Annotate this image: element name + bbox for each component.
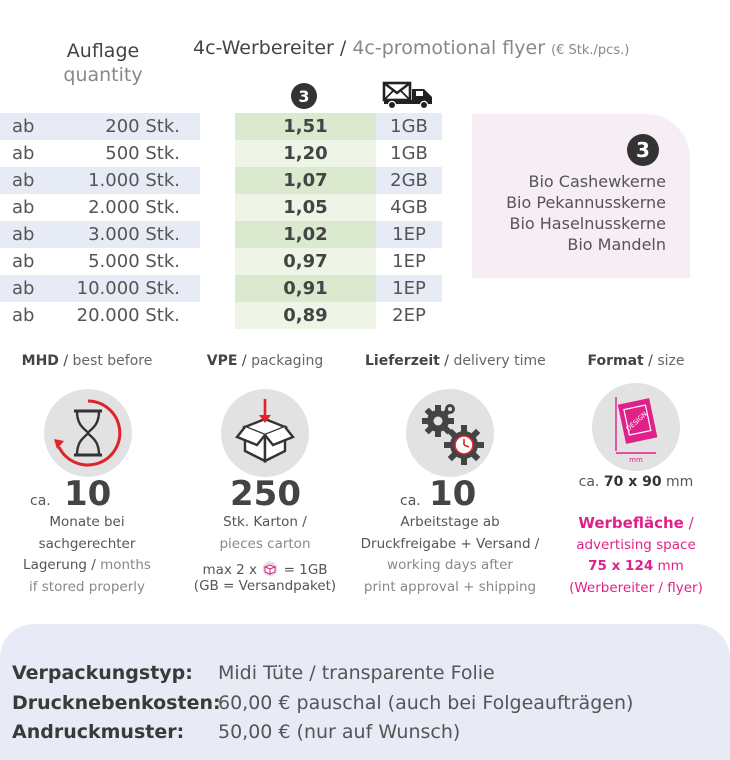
vpe-description xyxy=(180,512,350,555)
vpe-max-note xyxy=(180,561,350,594)
vpe-line-1: Stk. Karton / xyxy=(223,514,307,530)
detail-value: Midi Tüte / transparente Folie xyxy=(218,662,495,684)
quantity-header xyxy=(58,40,148,86)
product-title xyxy=(193,37,629,59)
package-cell: 1GB xyxy=(390,143,428,164)
package-cell: 2EP xyxy=(392,305,426,326)
quantity-value: 20.000 Stk. xyxy=(76,305,180,326)
delivery-line-4: print approval + shipping xyxy=(363,578,537,595)
delivery-line-2: Druckfreigabe + Versand / xyxy=(360,535,540,552)
price-cell: 1,07 xyxy=(235,167,376,194)
price-unit: (€ Stk./pcs.) xyxy=(551,43,630,58)
variety-item: Bio Haselnusskerne xyxy=(509,214,666,233)
detail-label: Andruckmuster: xyxy=(12,721,185,743)
vpe-max-post: = 1GB xyxy=(283,562,328,578)
format-size-value: 70 x 90 xyxy=(603,474,662,490)
delivery-line-1: Arbeitstage ab xyxy=(400,514,500,530)
mhd-title: MHD / best before xyxy=(21,353,153,369)
mhd-line-4: if stored properly xyxy=(28,578,146,595)
format-icon-label: DESIGN xyxy=(624,410,649,433)
format-size-unit: mm xyxy=(666,474,694,490)
mhd-line-3-de: Lagerung xyxy=(23,557,87,573)
price-column xyxy=(235,113,376,329)
price-cell: 1,02 xyxy=(235,221,376,248)
quantity-value: 10.000 Stk. xyxy=(76,278,180,299)
advertising-space-unit: mm xyxy=(657,558,684,574)
delivery-value: 10 xyxy=(429,474,477,514)
variety-box xyxy=(472,114,690,278)
advertising-space-en: advertising space xyxy=(576,536,696,553)
package-cell: 1GB xyxy=(376,113,442,140)
detail-row xyxy=(12,662,495,684)
detail-row xyxy=(12,721,460,743)
variety-item: Bio Cashewkerne xyxy=(528,172,666,191)
quantity-value: 2.000 Stk. xyxy=(88,197,180,218)
quantity-header-en: quantity xyxy=(63,64,143,86)
quantity-row xyxy=(0,275,200,302)
quantity-value: 5.000 Stk. xyxy=(88,251,180,272)
package-cell: 1EP xyxy=(392,251,426,272)
ab-label: ab xyxy=(12,116,35,137)
price-cell: 0,97 xyxy=(235,248,376,275)
box-icon xyxy=(221,389,309,477)
detail-value: 50,00 € (nur auf Wunsch) xyxy=(218,721,461,743)
vpe-max-line xyxy=(180,561,350,578)
mhd-description xyxy=(2,512,172,598)
advertising-space-de: Werbefläche xyxy=(578,514,684,532)
quantity-table xyxy=(0,113,200,329)
vpe-max-pre: max 2 x xyxy=(202,562,258,578)
delivery-title-de: Lieferzeit xyxy=(365,353,440,369)
quantity-value: 500 Stk. xyxy=(105,143,180,164)
quantity-row xyxy=(0,221,200,248)
hourglass-icon xyxy=(44,389,132,477)
format-icon xyxy=(592,383,680,471)
mhd-line-2: sachgerechter xyxy=(38,535,136,552)
title-separator: / xyxy=(333,37,353,59)
quantity-row xyxy=(0,248,200,275)
format-icon-unit: mm xyxy=(629,456,643,464)
ab-label: ab xyxy=(12,143,35,164)
variety-badge: 3 xyxy=(627,134,659,166)
detail-label: Verpackungstyp: xyxy=(12,662,193,684)
delivery-description xyxy=(352,512,548,598)
mhd-line-3: Lagerung / months xyxy=(23,557,151,573)
price-cell: 0,91 xyxy=(235,275,376,302)
mhd-line-3-en: months xyxy=(100,557,151,573)
gears-clock-icon xyxy=(406,389,494,477)
ab-label: ab xyxy=(12,170,35,191)
quantity-row xyxy=(0,140,200,167)
mhd-line-1: Monate bei xyxy=(49,514,125,530)
quantity-row xyxy=(0,113,200,140)
variety-list xyxy=(506,171,666,255)
vpe-gb-note: (GB = Versandpaket) xyxy=(193,578,337,594)
advertising-space-size: 75 x 124 xyxy=(588,558,654,574)
price-cell: 1,05 xyxy=(235,194,376,221)
package-cell: 4GB xyxy=(390,197,428,218)
format-title: Format / size xyxy=(587,353,685,369)
mhd-title-en: best before xyxy=(72,353,153,369)
quantity-row xyxy=(0,302,200,329)
small-box-icon xyxy=(261,561,279,577)
quantity-value: 3.000 Stk. xyxy=(88,224,180,245)
mail-truck-icon xyxy=(382,79,436,109)
variety-item: Bio Pekannusskerne xyxy=(506,193,666,212)
quantity-header-de: Auflage xyxy=(66,40,140,62)
mhd-ca: ca. xyxy=(30,493,51,509)
ab-label: ab xyxy=(12,224,35,245)
vpe-title-de: VPE xyxy=(206,353,238,369)
format-title-de: Format xyxy=(587,353,644,369)
product-title-de: 4c-Werbereiter xyxy=(193,37,334,59)
price-cell: 1,20 xyxy=(235,140,376,167)
detail-value: 60,00 € pauschal (auch bei Folgeaufträgen) xyxy=(218,692,634,714)
package-cell: 1EP xyxy=(376,221,442,248)
advertising-space-note: (Werbereiter / flyer) xyxy=(569,579,703,596)
delivery-line-3: working days after xyxy=(387,557,513,573)
mhd-title-de: MHD xyxy=(21,353,59,369)
quantity-row xyxy=(0,194,200,221)
price-cell: 0,89 xyxy=(235,302,376,329)
product-title-en: 4c-promotional flyer xyxy=(352,37,546,59)
vpe-title: VPE / packaging xyxy=(206,353,324,369)
delivery-ca: ca. xyxy=(400,493,421,509)
vpe-title-en: packaging xyxy=(251,353,324,369)
quantity-value: 200 Stk. xyxy=(105,116,180,137)
delivery-title-en: delivery time xyxy=(453,353,546,369)
ab-label: ab xyxy=(12,278,35,299)
delivery-title: Lieferzeit / delivery time xyxy=(365,353,546,369)
package-column xyxy=(376,113,442,329)
mhd-value: 10 xyxy=(64,474,112,514)
quantity-row xyxy=(0,167,200,194)
package-cell: 2GB xyxy=(376,167,442,194)
price-cell: 1,51 xyxy=(235,113,376,140)
detail-row xyxy=(12,692,633,714)
ab-label: ab xyxy=(12,305,35,326)
vpe-value: 250 xyxy=(230,474,301,514)
ab-label: ab xyxy=(12,251,35,272)
package-cell: 1EP xyxy=(376,275,442,302)
ab-label: ab xyxy=(12,197,35,218)
detail-label: Drucknebenkosten: xyxy=(12,692,221,714)
advertising-space: Werbefläche / advertising space 75 x 124 mm (Werbereiter / flyer) xyxy=(551,513,721,599)
format-ca: ca. xyxy=(578,474,600,490)
variety-count-badge: 3 xyxy=(291,83,317,109)
format-title-en: size xyxy=(657,353,685,369)
variety-item: Bio Mandeln xyxy=(567,235,666,254)
quantity-value: 1.000 Stk. xyxy=(88,170,180,191)
vpe-line-2: pieces carton xyxy=(219,535,311,552)
format-size xyxy=(551,472,721,494)
